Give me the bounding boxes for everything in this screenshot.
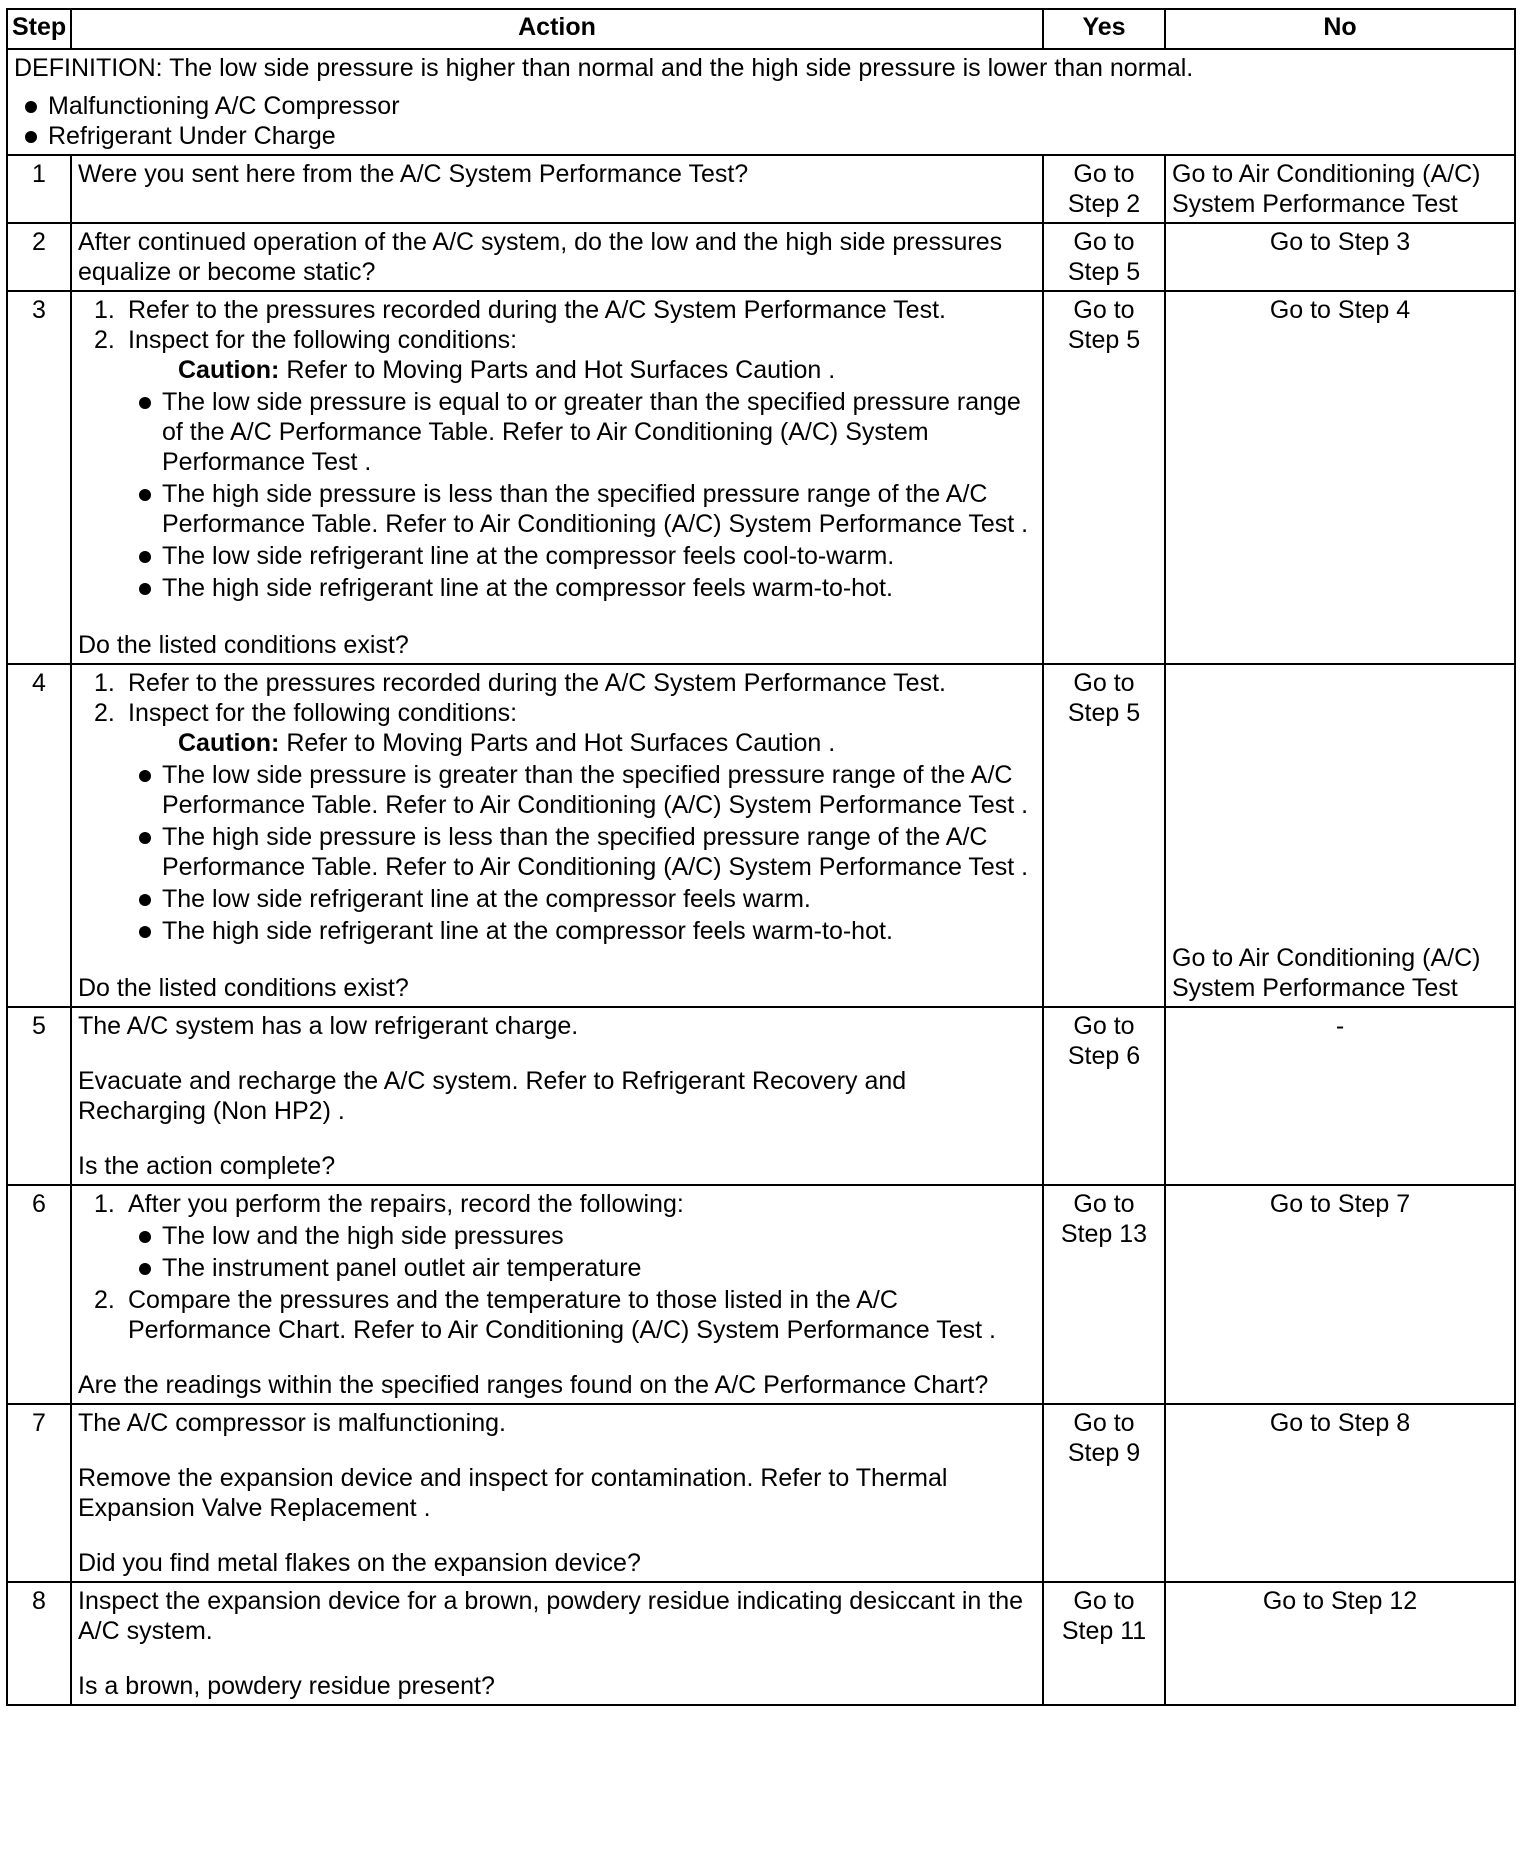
- table-row: [7, 1582, 1515, 1705]
- action-cell: [71, 291, 1043, 664]
- table-row: [7, 1404, 1515, 1582]
- bullet-icon: [128, 1253, 162, 1283]
- no-cell: Go to Step 3: [1165, 223, 1515, 291]
- list-item: The high side pressure is less than the specified pressure range of the A/C Performance Table. Refer to Air Conditioning (A/C) System Performance Test .: [128, 479, 1036, 539]
- header-step: Step: [7, 9, 71, 49]
- bullet-icon: [14, 121, 48, 151]
- bullet-icon: [14, 91, 48, 121]
- header-yes: Yes: [1043, 9, 1165, 49]
- list-item: The high side refrigerant line at the compressor feels warm-to-hot.: [128, 573, 1036, 603]
- step-number: 8: [7, 1582, 71, 1705]
- list-item: 1. Refer to the pressures recorded during the A/C System Performance Test.: [94, 296, 946, 324]
- yes-cell: Go to Step 13: [1043, 1185, 1165, 1404]
- diagnostic-table: [6, 8, 1516, 1706]
- bullet-icon: [128, 1221, 162, 1251]
- action-text: The A/C compressor is malfunctioning.: [78, 1409, 506, 1437]
- yes-cell: Go to Step 9: [1043, 1404, 1165, 1582]
- action-question: Is a brown, powdery residue present?: [78, 1672, 495, 1700]
- no-cell: -: [1165, 1007, 1515, 1185]
- list-item: The low side refrigerant line at the compressor feels warm.: [128, 884, 1036, 914]
- list-item: The high side pressure is less than the specified pressure range of the A/C Performance Table. Refer to Air Conditioning (A/C) System Performance Test .: [128, 822, 1036, 882]
- bullet-icon: [128, 573, 162, 603]
- list-item: 2. Inspect for the following conditions:: [94, 699, 518, 727]
- table-row: [7, 155, 1515, 223]
- header-row: [7, 9, 1515, 49]
- table-row: [7, 1185, 1515, 1404]
- yes-cell: Go to Step 11: [1043, 1582, 1165, 1705]
- bullet-icon: [128, 541, 162, 571]
- action-text: Remove the expansion device and inspect for contamination. Refer to Thermal Expansion Valve Replacement .: [78, 1464, 948, 1522]
- list-item: The instrument panel outlet air temperature: [128, 1253, 1036, 1283]
- bullet-icon: [128, 760, 162, 820]
- action-cell: [71, 1185, 1043, 1404]
- step-number: 4: [7, 664, 71, 1007]
- definition-causes: [14, 91, 1508, 151]
- bullet-icon: [128, 822, 162, 882]
- action-text: Evacuate and recharge the A/C system. Refer to Refrigerant Recovery and Recharging (Non HP2) .: [78, 1067, 907, 1125]
- action-cell: [71, 1007, 1043, 1185]
- bullet-icon: [128, 916, 162, 946]
- list-item: 1. After you perform the repairs, record the following:: [94, 1190, 684, 1218]
- bullet-icon: [128, 387, 162, 477]
- yes-cell: Go to Step 2: [1043, 155, 1165, 223]
- yes-cell: Go to Step 5: [1043, 223, 1165, 291]
- action-question: After continued operation of the A/C system, do the low and the high side pressures equalize or become static?: [78, 228, 1003, 286]
- step-number: 2: [7, 223, 71, 291]
- action-question: Were you sent here from the A/C System Performance Test?: [78, 160, 749, 188]
- list-item: The high side refrigerant line at the compressor feels warm-to-hot.: [128, 916, 1036, 946]
- step-number: 6: [7, 1185, 71, 1404]
- bullet-icon: [128, 884, 162, 914]
- caution-note: Caution: Refer to Moving Parts and Hot Surfaces Caution .: [178, 356, 836, 384]
- action-cell: [71, 223, 1043, 291]
- no-cell: Go to Air Conditioning (A/C) System Performance Test: [1165, 155, 1515, 223]
- action-question: Do the listed conditions exist?: [78, 974, 409, 1002]
- list-item: The low side refrigerant line at the compressor feels cool-to-warm.: [128, 541, 1036, 571]
- step-number: 7: [7, 1404, 71, 1582]
- yes-cell: Go to Step 6: [1043, 1007, 1165, 1185]
- list-item: 2. Compare the pressures and the temperature to those listed in the A/C Performance Chart. Refer to Air Conditioning (A/C) System Performance Test .: [94, 1286, 996, 1344]
- table-row: [7, 291, 1515, 664]
- no-cell: Go to Step 12: [1165, 1582, 1515, 1705]
- step-number: 5: [7, 1007, 71, 1185]
- list-item: 2. Inspect for the following conditions:: [94, 326, 518, 354]
- table-row: [7, 1007, 1515, 1185]
- definition-row: [7, 49, 1515, 155]
- caution-note: Caution: Refer to Moving Parts and Hot Surfaces Caution .: [178, 729, 836, 757]
- action-question: Did you find metal flakes on the expansion device?: [78, 1549, 641, 1577]
- no-cell: Go to Air Conditioning (A/C) System Performance Test: [1165, 664, 1515, 1007]
- table-row: [7, 223, 1515, 291]
- list-item: The low side pressure is equal to or greater than the specified pressure range of the A/C Performance Table. Refer to Air Conditioning (A/C) System Performance Test .: [128, 387, 1036, 477]
- action-question: Do the listed conditions exist?: [78, 631, 409, 659]
- action-text: Inspect the expansion device for a brown, powdery residue indicating desiccant in the A/C system.: [78, 1587, 1024, 1645]
- definition-text: DEFINITION: The low side pressure is higher than normal and the high side pressure is lower than normal.: [14, 54, 1194, 82]
- no-cell: Go to Step 8: [1165, 1404, 1515, 1582]
- list-item: 1. Refer to the pressures recorded during the A/C System Performance Test.: [94, 669, 946, 697]
- step-number: 3: [7, 291, 71, 664]
- list-item: Malfunctioning A/C Compressor: [14, 91, 1508, 121]
- header-no: No: [1165, 9, 1515, 49]
- action-cell: [71, 155, 1043, 223]
- action-text: The A/C system has a low refrigerant charge.: [78, 1012, 579, 1040]
- list-item: The low side pressure is greater than the specified pressure range of the A/C Performance Table. Refer to Air Conditioning (A/C) System Performance Test .: [128, 760, 1036, 820]
- action-cell: [71, 664, 1043, 1007]
- bullet-icon: [128, 479, 162, 539]
- list-item: The low and the high side pressures: [128, 1221, 1036, 1251]
- action-question: Are the readings within the specified ranges found on the A/C Performance Chart?: [78, 1371, 989, 1399]
- yes-cell: Go to Step 5: [1043, 291, 1165, 664]
- header-action: Action: [71, 9, 1043, 49]
- no-cell: Go to Step 4: [1165, 291, 1515, 664]
- action-question: Is the action complete?: [78, 1152, 336, 1180]
- list-item: Refrigerant Under Charge: [14, 121, 1508, 151]
- no-cell: Go to Step 7: [1165, 1185, 1515, 1404]
- table-row: [7, 664, 1515, 1007]
- yes-cell: Go to Step 5: [1043, 664, 1165, 1007]
- action-cell: [71, 1582, 1043, 1705]
- definition-cell: [7, 49, 1515, 155]
- action-cell: [71, 1404, 1043, 1582]
- step-number: 1: [7, 155, 71, 223]
- diagnostic-page: [6, 8, 1514, 1706]
